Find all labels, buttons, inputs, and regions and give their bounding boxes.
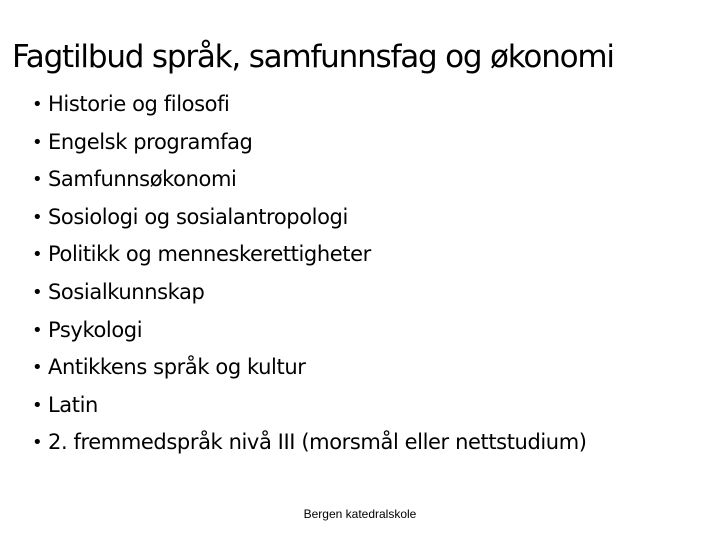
list-item	[32, 274, 587, 312]
bullet-list	[32, 86, 587, 462]
list-item-text: Sosiologi og sosialantropologi	[48, 204, 348, 229]
bullet-icon: •	[32, 206, 43, 228]
list-item-text: Historie og filosofi	[48, 92, 230, 116]
bullet-icon: •	[32, 394, 43, 416]
list-item	[32, 124, 587, 162]
bullet-icon: •	[32, 94, 43, 115]
bullet-icon: •	[32, 432, 43, 454]
bullet-icon: •	[32, 131, 43, 153]
list-item-text: Politikk og menneskerettigheter	[48, 242, 371, 267]
list-item	[32, 387, 587, 425]
slide-footer: Bergen katedralskole	[303, 507, 417, 521]
list-item	[32, 86, 587, 124]
list-item-text: Samfunnsøkonomi	[48, 167, 237, 192]
list-item-text: Engelsk programfag	[48, 129, 253, 154]
bullet-icon: •	[32, 357, 43, 379]
list-item	[32, 199, 587, 237]
list-item	[32, 349, 587, 387]
list-item-text: Sosialkunnskap	[48, 279, 205, 304]
bullet-icon: •	[32, 169, 43, 191]
slide-title: Fagtilbud språk, samfunnsfag og økonomi	[12, 39, 614, 75]
list-item	[32, 424, 587, 462]
bullet-icon: •	[32, 244, 43, 266]
list-item-text: Latin	[48, 392, 98, 417]
list-item	[32, 161, 587, 199]
list-item-text: Psykologi	[48, 317, 143, 342]
list-item-text: 2. fremmedspråk nivå III (morsmål eller nettstudium)	[48, 430, 587, 455]
list-item	[32, 236, 587, 274]
bullet-icon: •	[32, 319, 43, 341]
bullet-icon: •	[32, 281, 43, 303]
list-item	[32, 312, 587, 350]
list-item-text: Antikkens språk og kultur	[48, 355, 306, 380]
